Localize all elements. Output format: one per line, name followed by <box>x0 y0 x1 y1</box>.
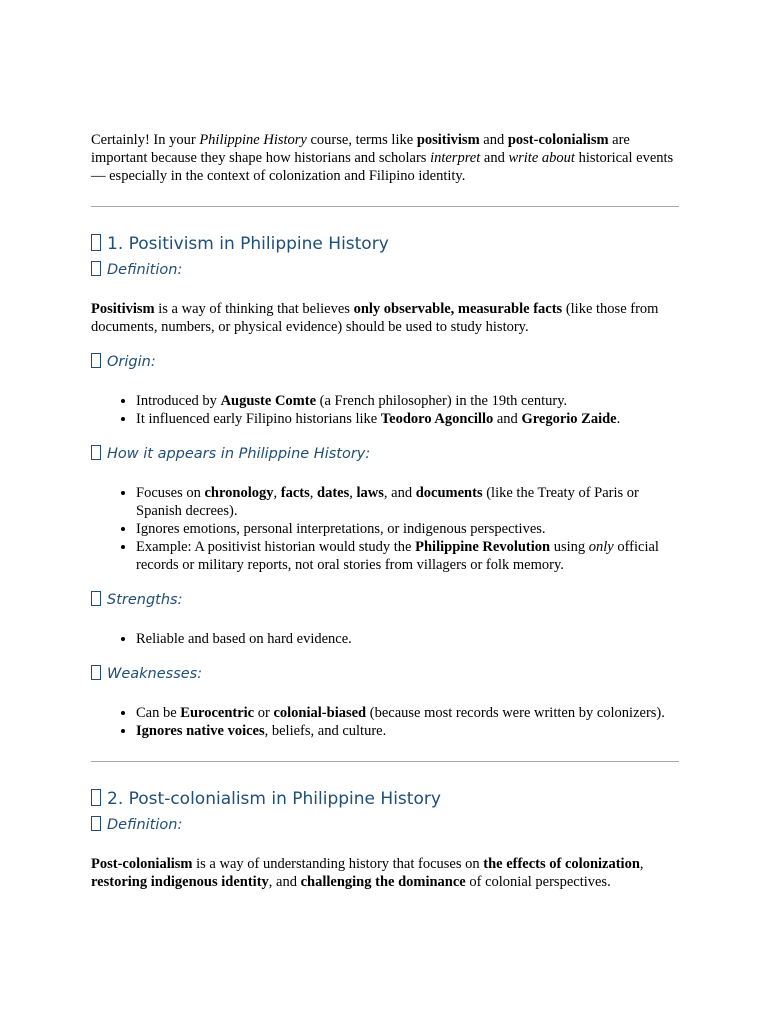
bold-term: documents <box>415 485 483 501</box>
bold-term: the effects of colonization <box>483 856 640 872</box>
list-item <box>136 630 679 648</box>
intro-paragraph <box>91 131 679 185</box>
body-text: Example: A positivist historian would study the <box>136 539 416 555</box>
body-text: (like those from documents, numbers, or physical evidence) should be used to study history. <box>91 301 659 335</box>
body-text: Introduced by <box>136 393 221 409</box>
subheading-text: How it appears in Philippine History: <box>107 446 371 462</box>
body-text: or <box>254 705 274 721</box>
document-body <box>91 131 679 891</box>
bold-term: Positivism <box>91 301 155 317</box>
intro-term-positivism: positivism <box>416 132 480 148</box>
list-item <box>136 722 679 740</box>
subheading-text: Origin: <box>107 354 156 370</box>
body-text: Focuses on <box>136 485 205 501</box>
intro-text: are important because they shape how historians and scholars <box>91 132 630 166</box>
body-text: It influenced early Filipino historians like <box>136 411 381 427</box>
list-item <box>136 538 679 574</box>
bold-term: laws <box>356 485 384 501</box>
body-text: Reliable and based on hard evidence. <box>136 631 352 647</box>
section1-heading <box>91 233 679 255</box>
bold-term: Teodoro Agoncillo <box>380 411 494 427</box>
origin-subheading <box>91 353 679 371</box>
italic-term: only <box>588 539 614 555</box>
bold-term: Gregorio Zaide <box>521 411 617 427</box>
bold-term: dates <box>317 485 350 501</box>
body-text: Can be <box>136 705 181 721</box>
body-text: , <box>309 485 318 501</box>
bold-term: only observable, measurable facts <box>353 301 563 317</box>
section-divider <box>91 761 679 762</box>
definition-subheading <box>91 261 679 279</box>
section2-heading-text: 2. Post-colonialism in Philippine History <box>107 789 441 809</box>
bold-term: facts <box>280 485 310 501</box>
missing-glyph-icon <box>91 353 101 368</box>
missing-glyph-icon <box>91 816 101 831</box>
list-item <box>136 704 679 722</box>
intro-emphasis: write about <box>508 150 575 166</box>
subheading-text: Weaknesses: <box>107 666 203 682</box>
intro-emphasis: interpret <box>430 150 481 166</box>
bold-term: colonial-biased <box>273 705 367 721</box>
strengths-list <box>91 630 679 648</box>
weaknesses-list <box>91 704 679 740</box>
list-item <box>136 392 679 410</box>
appears-list <box>91 484 679 574</box>
strengths-subheading <box>91 591 679 609</box>
bold-term: restoring indigenous identity <box>91 874 269 890</box>
body-text: using <box>550 539 589 555</box>
list-item <box>136 520 679 538</box>
bold-term: Auguste Comte <box>220 393 317 409</box>
weaknesses-subheading <box>91 665 679 683</box>
section-divider <box>91 206 679 207</box>
list-item <box>136 484 679 520</box>
body-text: , <box>349 485 357 501</box>
origin-list <box>91 392 679 428</box>
intro-text: and <box>479 132 508 148</box>
appears-subheading <box>91 445 679 463</box>
body-text: , beliefs, and culture. <box>264 723 387 739</box>
body-text: (like the Treaty of Paris or Spanish decrees). <box>136 485 639 519</box>
body-text: , <box>273 485 281 501</box>
intro-text: Certainly! In your <box>91 132 200 148</box>
missing-glyph-icon <box>91 591 101 606</box>
bold-term: Philippine Revolution <box>415 539 551 555</box>
intro-text: course, terms like <box>306 132 417 148</box>
intro-course-name: Philippine History <box>199 132 307 148</box>
postcolonialism-definition <box>91 855 679 891</box>
missing-glyph-icon <box>91 665 101 680</box>
body-text: , <box>639 856 644 872</box>
section2-heading <box>91 788 679 810</box>
intro-text: and <box>480 150 509 166</box>
missing-glyph-icon <box>91 445 101 460</box>
definition-subheading <box>91 816 679 834</box>
body-text: , and <box>383 485 416 501</box>
bold-term: Post-colonialism <box>91 856 193 872</box>
body-text: and <box>493 411 522 427</box>
positivism-definition <box>91 300 679 336</box>
body-text: . <box>616 411 621 427</box>
body-text: , and <box>268 874 301 890</box>
subheading-text: Definition: <box>107 817 183 833</box>
intro-term-postcolonialism: post-colonialism <box>507 132 609 148</box>
missing-glyph-icon <box>91 261 101 276</box>
bold-term: Ignores native voices <box>136 723 265 739</box>
missing-glyph-icon <box>91 789 101 806</box>
body-text: (a French philosopher) in the 19th century. <box>316 393 568 409</box>
subheading-text: Definition: <box>107 262 183 278</box>
subheading-text: Strengths: <box>107 592 183 608</box>
missing-glyph-icon <box>91 234 101 251</box>
body-text: (because most records were written by colonizers). <box>366 705 665 721</box>
intro-text: historical events — especially in the context of colonization and Filipino identity. <box>91 150 674 184</box>
body-text: official records or military reports, not oral stories from villagers or folk memory. <box>136 539 659 573</box>
body-text: of colonial perspectives. <box>465 874 611 890</box>
body-text: Ignores emotions, personal interpretations, or indigenous perspectives. <box>136 521 546 537</box>
bold-term: challenging the dominance <box>300 874 466 890</box>
bold-term: Eurocentric <box>180 705 255 721</box>
body-text: is a way of understanding history that focuses on <box>192 856 484 872</box>
body-text: is a way of thinking that believes <box>154 301 354 317</box>
list-item <box>136 410 679 428</box>
section1-heading-text: 1. Positivism in Philippine History <box>107 234 389 254</box>
bold-term: chronology <box>204 485 274 501</box>
